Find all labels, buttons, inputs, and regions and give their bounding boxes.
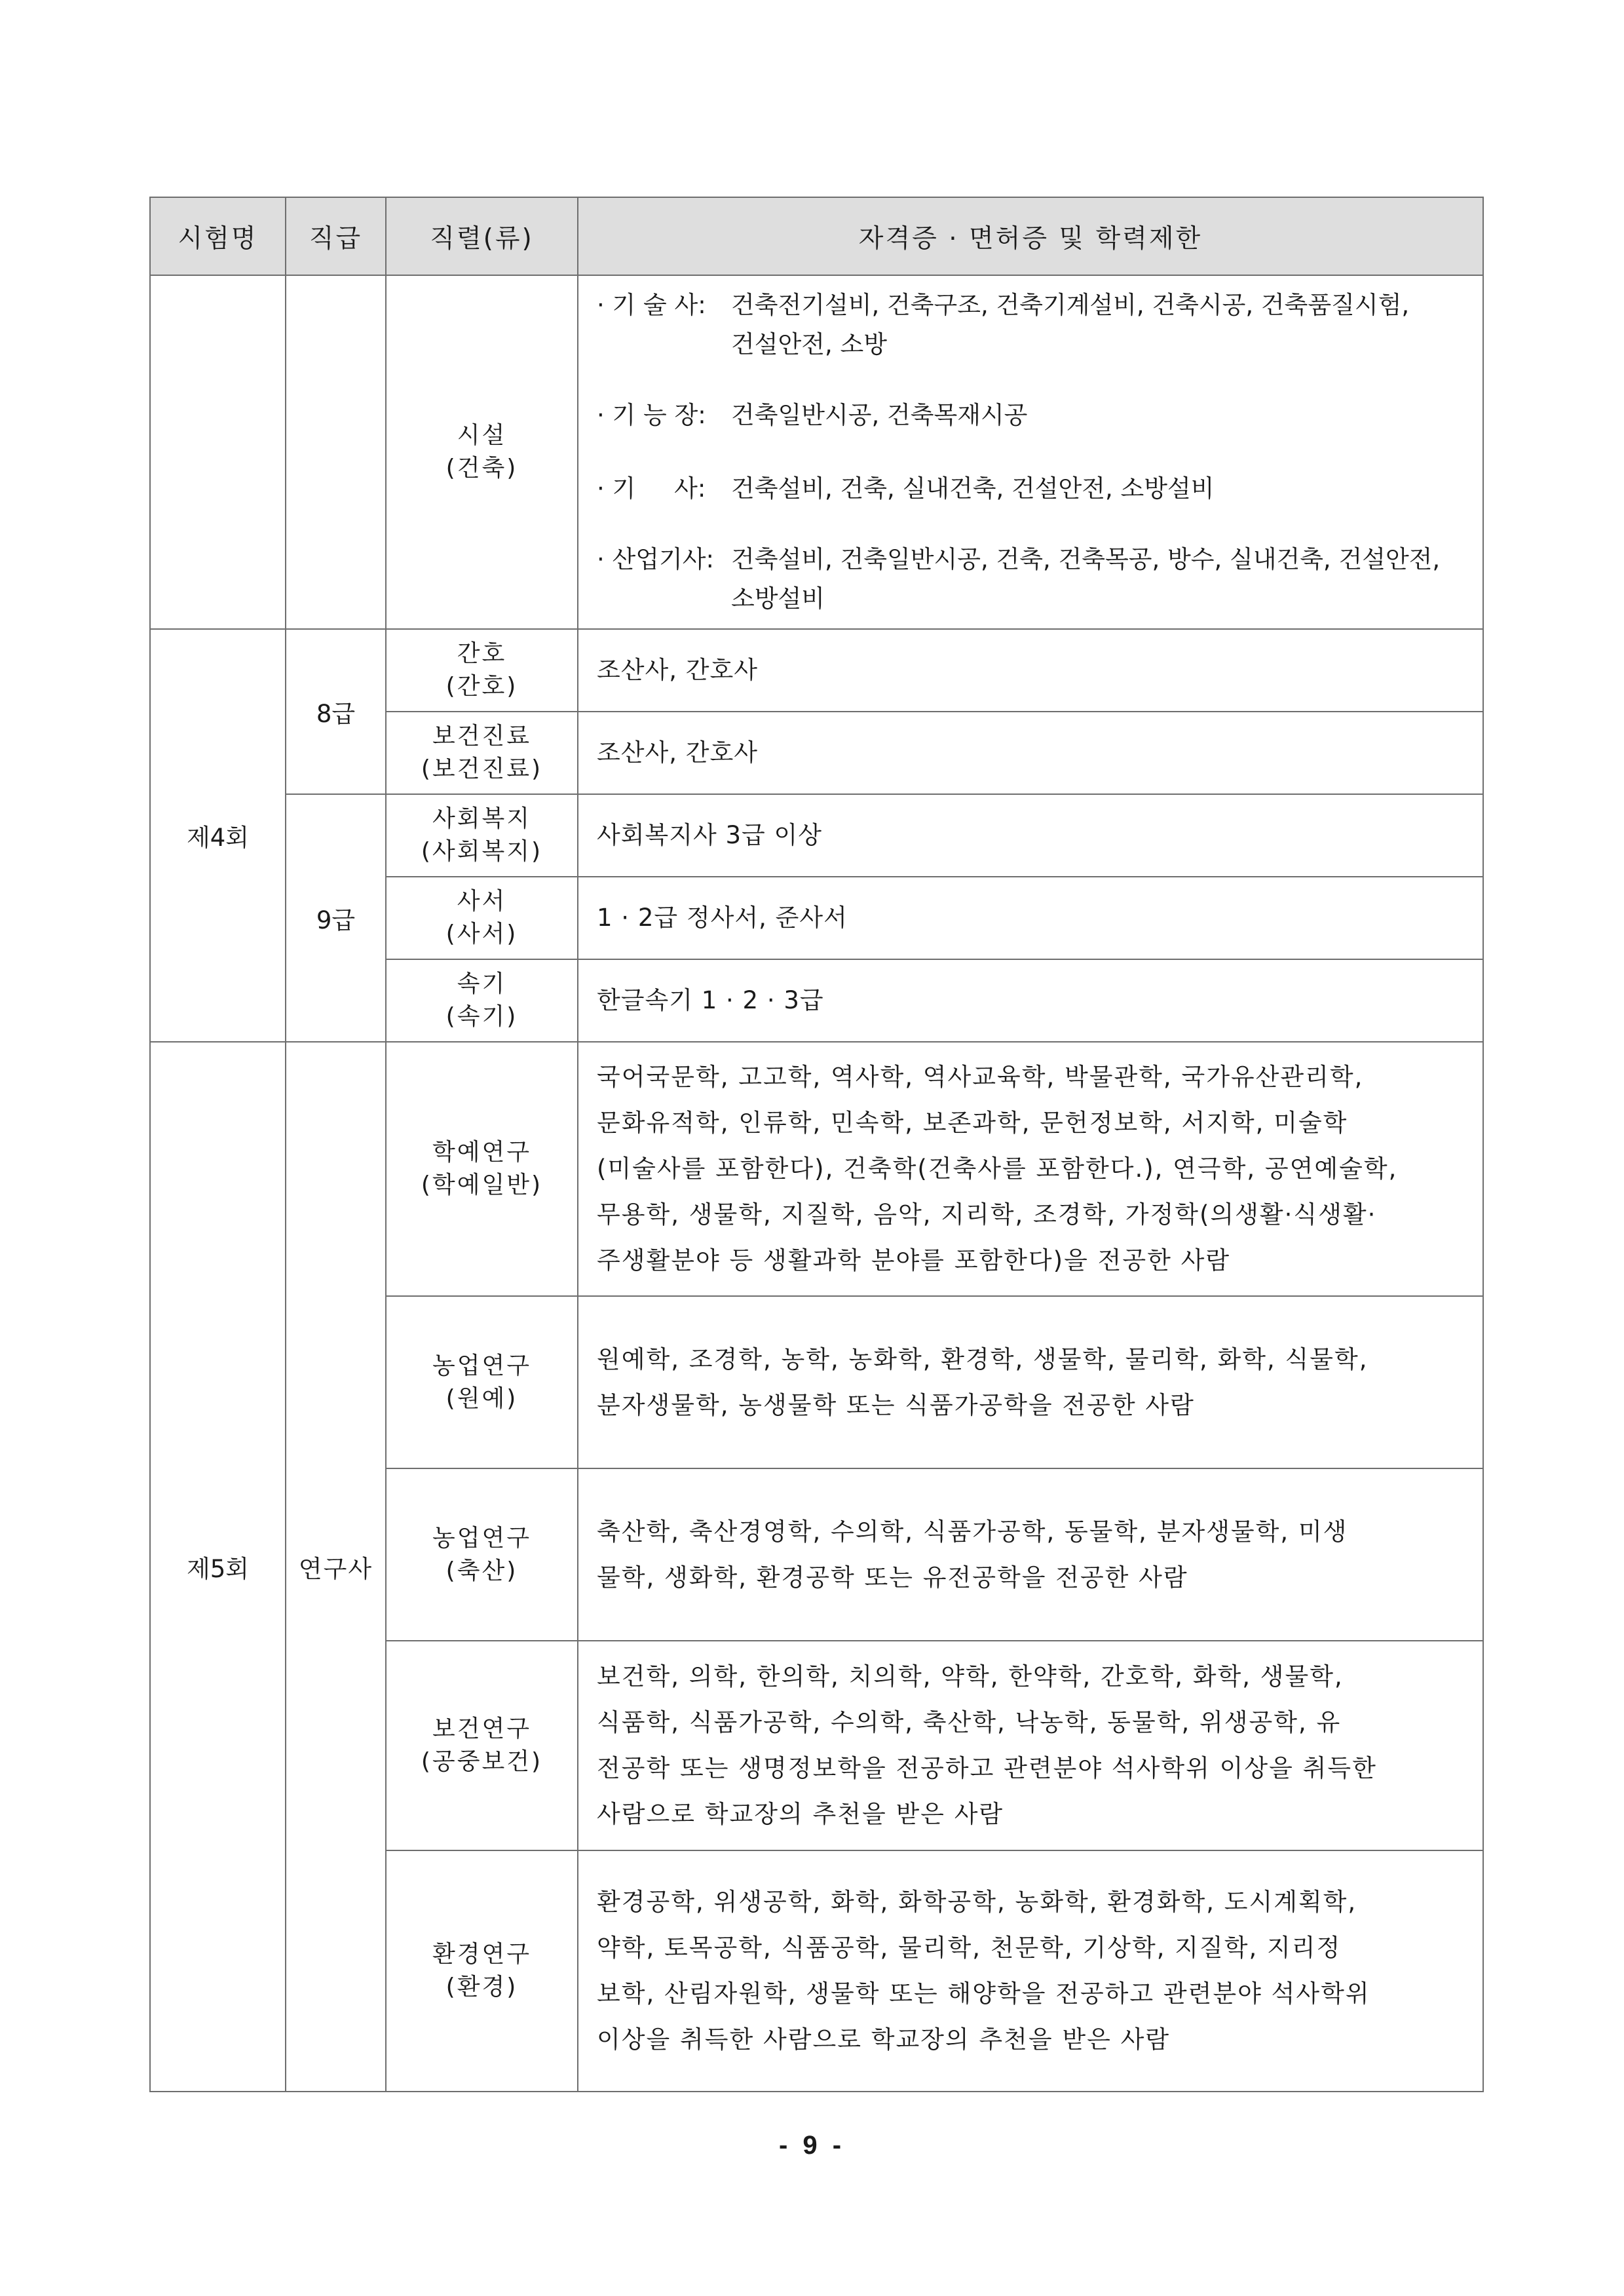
qualification-line: 문화유적학, 인류학, 민속학, 보존과학, 문헌정보학, 서지학, 미술학 [597,1109,1348,1137]
qualification-line: (미술사를 포함한다), 건축학(건축사를 포함한다.), 연극학, 공연예술학, [597,1155,1398,1183]
job-series-name: 사회복지 (사회복지) [421,805,543,865]
qualification-cell [578,1296,1483,1468]
exam-name-cell: 제4회 [150,629,286,1042]
header-exam: 시험명 [150,197,286,275]
job-series-cell [386,712,578,794]
qualification-cell [578,794,1483,877]
qualification-text: 조산사, 간호사 [597,656,758,684]
job-series-name: 시설 (건축) [445,422,518,482]
qualification-line: 전공학 또는 생명정보학을 전공하고 관련분야 석사학위 이상을 취득한 [597,1754,1377,1782]
qualification-cell [578,629,1483,712]
license-entry [597,540,1476,619]
job-series-cell [386,629,578,712]
qualification-line: 분자생물학, 농생물학 또는 식품가공학을 전공한 사람 [597,1390,1195,1419]
grade-cell: 연구사 [286,1042,386,2092]
table-header-row [150,197,1483,275]
job-series-name: 환경연구 (환경) [432,1941,532,2000]
job-series-cell [386,1042,578,1296]
qualification-cell [578,1042,1483,1296]
job-series-name: 간호 (간호) [445,640,518,700]
qualification-text: 1 · 2급 정사서, 준사서 [597,904,848,932]
job-series-name: 속기 (속기) [445,970,518,1030]
license-line: 건축일반시공, 건축목재시공 [731,401,1028,429]
qualification-line: 원예학, 조경학, 농학, 농화학, 환경학, 생물학, 물리학, 화학, 식물학, [597,1345,1369,1373]
header-grade: 직급 [286,197,386,275]
license-line: 소방설비 [731,584,825,613]
header-qualification: 자격증 · 면허증 및 학력제한 [578,197,1483,275]
license-entry [597,286,1476,364]
qualification-line: 축산학, 축산경영학, 수의학, 식품가공학, 동물학, 분자생물학, 미생 [597,1517,1348,1546]
qualification-line: 약학, 토목공학, 식품공학, 물리학, 천문학, 기상학, 지질학, 지리정 [597,1934,1342,1962]
qualification-line: 주생활분야 등 생활과학 분야를 포함한다)을 전공한 사람 [597,1246,1231,1274]
qualification-text: 조산사, 간호사 [597,738,758,767]
job-series-cell [386,275,578,629]
job-series-name: 보건연구 (공중보건) [421,1715,543,1775]
license-label: · 기 사: [597,474,706,503]
table-row [150,629,1483,712]
qualification-text: 한글속기 1 · 2 · 3급 [597,986,824,1014]
page-number: - 9 - [778,2131,846,2160]
license-line: 건축설비, 건축일반시공, 건축, 건축목공, 방수, 실내건축, 건설안전, [731,545,1441,573]
qualification-cell [578,275,1483,629]
license-line: 건설안전, 소방 [731,330,887,358]
qualification-cell [578,712,1483,794]
grade-cell-empty [286,275,386,629]
qualification-line: 무용학, 생물학, 지질학, 음악, 지리학, 조경학, 가정학(의생활·식생활· [597,1200,1377,1229]
qualification-line: 사람으로 학교장의 추천을 받은 사람 [597,1800,1004,1828]
qualification-line: 물학, 생화학, 환경공학 또는 유전공학을 전공한 사람 [597,1563,1188,1592]
license-label: · 산업기사: [597,545,714,573]
grade-cell: 8급 [286,629,386,794]
job-series-cell [386,1641,578,1850]
qualification-line: 국어국문학, 고고학, 역사학, 역사교육학, 박물관학, 국가유산관리학, [597,1063,1364,1091]
license-label: · 기 능 장: [597,401,706,429]
exam-cell-empty [150,275,286,629]
license-entry [597,469,1476,508]
exam-name-cell: 제5회 [150,1042,286,2092]
grade-cell: 9급 [286,794,386,1042]
job-series-name: 농업연구 (원예) [432,1352,532,1412]
table-row [150,275,1483,629]
job-series-cell [386,1850,578,2092]
license-entry [597,396,1476,435]
qualification-line: 보학, 산림자원학, 생물학 또는 해양학을 전공하고 관련분야 석사학위 [597,1980,1370,2008]
qualification-line: 식품학, 식품가공학, 수의학, 축산학, 낙농학, 동물학, 위생공학, 유 [597,1708,1342,1736]
table-row [150,794,1483,877]
header-job-series: 직렬(류) [386,197,578,275]
job-series-name: 보건진료 (보건진료) [421,723,543,782]
qualification-cell [578,877,1483,959]
qualification-cell [578,1850,1483,2092]
job-series-cell [386,794,578,877]
job-series-cell [386,959,578,1042]
license-line: 건축전기설비, 건축구조, 건축기계설비, 건축시공, 건축품질시험, [731,291,1410,319]
qualification-table [149,197,1484,2092]
qualification-line: 이상을 취득한 사람으로 학교장의 추천을 받은 사람 [597,2025,1171,2054]
job-series-cell [386,1468,578,1641]
license-line: 건축설비, 건축, 실내건축, 건설안전, 소방설비 [731,474,1215,503]
job-series-name: 사서 (사서) [445,888,518,947]
job-series-cell [386,877,578,959]
qualification-cell [578,1641,1483,1850]
qualification-cell [578,1468,1483,1641]
qualification-line: 보건학, 의학, 한의학, 치의학, 약학, 한약학, 간호학, 화학, 생물학, [597,1662,1344,1691]
table-row [150,1042,1483,1296]
license-label: · 기 술 사: [597,291,706,319]
job-series-name: 학예연구 (학예일반) [421,1139,543,1198]
qualification-text: 사회복지사 3급 이상 [597,821,822,849]
qualification-line: 환경공학, 위생공학, 화학, 화학공학, 농화학, 환경화학, 도시계획학, [597,1888,1357,1916]
qualification-cell [578,959,1483,1042]
job-series-cell [386,1296,578,1468]
job-series-name: 농업연구 (축산) [432,1524,532,1584]
